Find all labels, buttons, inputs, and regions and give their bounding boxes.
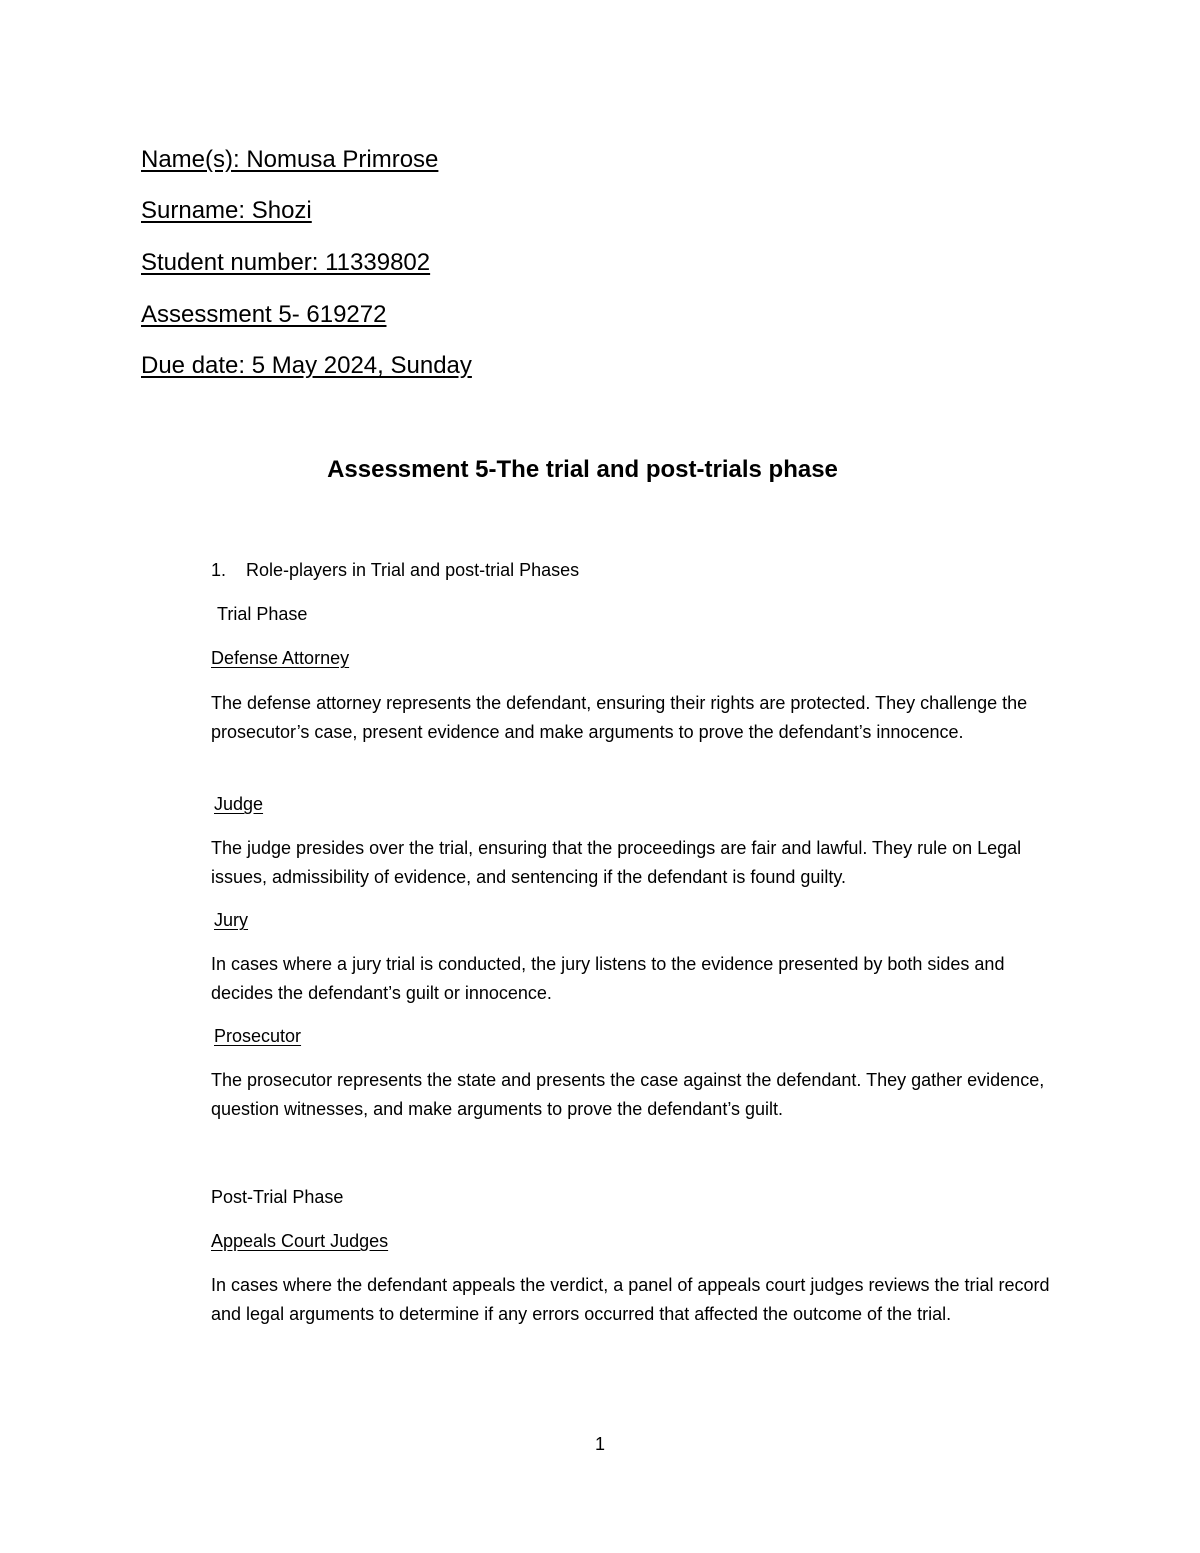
role-heading-jury: Jury (214, 910, 249, 930)
role-heading-appeals-court-judges: Appeals Court Judges (211, 1231, 389, 1251)
role-description-judge: The judge presides over the trial, ensuring that the proceedings are fair and lawful. They rule on Legal issues, admissibility of evidence, and sentencing if the defendant is found guilty. (211, 838, 1022, 887)
list-item (211, 556, 579, 584)
role-heading-defense-attorney: Defense Attorney (211, 648, 350, 668)
student-surname: Surname: Shozi (141, 197, 312, 224)
trial-phase-heading: Trial Phase (217, 604, 308, 624)
assessment-code: Assessment 5- 619272 (141, 301, 387, 328)
role-description-appeals-court-judges: In cases where the defendant appeals the verdict, a panel of appeals court judges reviews the trial record and legal arguments to determine if any errors occurred that affected the outcome of the trial. (211, 1275, 1050, 1324)
student-name: Name(s): Nomusa Primrose (141, 146, 439, 173)
role-description-jury: In cases where a jury trial is conducted, the jury listens to the evidence presented by both sides and decides the defendant’s guilt or innocence. (211, 954, 1005, 1003)
role-heading-judge: Judge (214, 794, 264, 814)
student-number: Student number: 11339802 (141, 249, 431, 276)
due-date: Due date: 5 May 2024, Sunday (141, 352, 472, 379)
role-description-defense-attorney: The defense attorney represents the defendant, ensuring their rights are protected. They challenge the prosecutor’s case, present evidence and make arguments to prove the defendant’s innocence. (211, 693, 1028, 742)
list-text: Role-players in Trial and post-trial Phases (246, 560, 580, 580)
role-heading-prosecutor: Prosecutor (214, 1026, 302, 1046)
list-number: 1. (211, 560, 227, 580)
document-title: Assessment 5-The trial and post-trials phase (327, 456, 838, 483)
post-trial-phase-heading: Post-Trial Phase (211, 1187, 344, 1207)
role-description-prosecutor: The prosecutor represents the state and presents the case against the defendant. They gather evidence, question witnesses, and make arguments to prove the defendant’s guilt. (211, 1070, 1045, 1119)
page-number: 1 (594, 1434, 605, 1454)
